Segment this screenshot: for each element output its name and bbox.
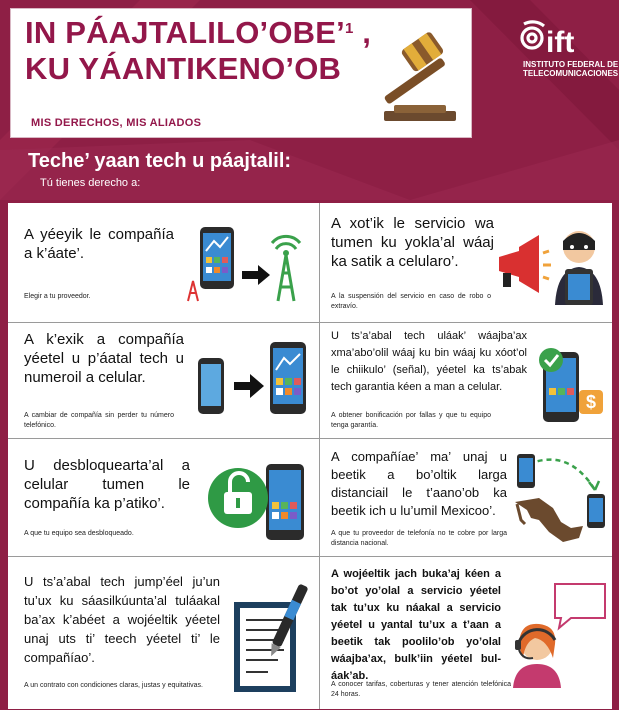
header-panel [10, 8, 472, 138]
right-text-maya: A k’exik a compañía yéetel u p’áatal tech u numeroil a celular. [24, 331, 184, 386]
right-text-maya: U desbloquearta’al a celular tumen le compañía ka p’atiko’. [24, 457, 190, 512]
right-text-maya: A xot’ik le servicio wa tumen ku yokla’al wáaj ka satik a celularo’. [331, 215, 494, 270]
svg-text:ift: ift [546, 26, 575, 59]
phone-tower-icon [186, 219, 304, 305]
subtitle: MIS DERECHOS, MIS ALIADOS [31, 117, 202, 129]
right-text-spanish: A la suspensión del servicio en caso de robo o extravío. [331, 293, 491, 310]
phone-transfer-icon [192, 330, 310, 430]
ift-name-line-2: TELECOMUNICACIONES [523, 69, 619, 78]
right-text-maya: A wojéeltik jach buka’aj kéen a bo’ot yo’olal a servicio yéetel tak tu’ux ku náakal a servicio yéetel u yantal tu’ux a t’aan a beetik tak poolilo’ob yo’olal wáajba’ax, bulk’iin yéetel bul-áak’ab. [331, 568, 501, 682]
right-card [8, 556, 319, 709]
title-comma: , [353, 15, 372, 50]
call-center-icon [507, 580, 611, 690]
right-text-maya: U ts’a’abal tech jump’éel ju’un tu’ux ku sáasilkúunta’al tuláakal ba’ax k’abéet a wojéeltik yéetel unaj uts ti’ teech yéetel ti’ le compañíao’. [24, 574, 220, 665]
right-text-maya: A yéeyik le compañía a k’áate’. [24, 226, 174, 262]
right-card [319, 438, 612, 556]
thief-megaphone-icon [493, 217, 611, 307]
rights-grid [8, 203, 612, 709]
right-text-maya: U ts’a’abal tech uláak’ wáajba’ax xma’abo’olil wáaj ku bin wáaj ku xóot’ol le chiikulo’ (señal), yéetel ka ts’abak tech garantia kéen a man a celular. [331, 330, 527, 393]
right-text-spanish: A que tu equipo sea desbloqueado. [24, 530, 134, 537]
phone-check-money-icon [535, 344, 609, 428]
ift-name [523, 60, 618, 78]
right-text-spanish: A conocer tarifas, coberturas y tener atención telefónica 24 horas. [331, 681, 511, 698]
title-line-1: IN PÁAJTALILO’OBE’ [25, 15, 345, 50]
title-line-2: KU YÁANTIKENO’OB [25, 51, 342, 86]
svg-text:$: $ [586, 392, 597, 412]
right-text-spanish: A un contrato con condiciones claras, justas y equitativas. [24, 682, 203, 689]
intro-heading: Teche’ yaan tech u páajtalil: [28, 150, 292, 172]
right-card [8, 203, 319, 322]
ift-logo [496, 12, 608, 60]
contract-pen-icon [228, 580, 314, 700]
right-text-spanish: Elegir a tu proveedor. [24, 293, 91, 300]
intro-subheading: Tú tienes derecho a: [40, 177, 141, 189]
page-title [25, 15, 371, 87]
right-card [8, 438, 319, 556]
right-text-spanish: A cambiar de compañía sin perder tu número telefónico. [24, 412, 174, 429]
mexico-map-icon [509, 450, 609, 550]
right-card [8, 322, 319, 438]
right-card [319, 556, 612, 709]
title-footnote: 1 [344, 20, 354, 37]
ift-name-line-1: INSTITUTO FEDERAL DE [523, 60, 619, 69]
right-card [319, 322, 612, 438]
right-text-spanish: A que tu proveedor de telefonía no te cobre por larga distancia nacional. [331, 530, 507, 547]
gavel-icon [356, 27, 466, 127]
right-text-spanish: A obtener bonificación por fallas y que tu equipo tenga garantía. [331, 412, 491, 429]
right-text-maya: A compañíae’ ma’ unaj u beetik a bo’oltik larga distanciail le t’aano’ob ka beetik ich u lu’umil Mexicoo’. [331, 449, 507, 518]
unlock-phone-icon [204, 452, 314, 548]
right-card [319, 203, 612, 322]
